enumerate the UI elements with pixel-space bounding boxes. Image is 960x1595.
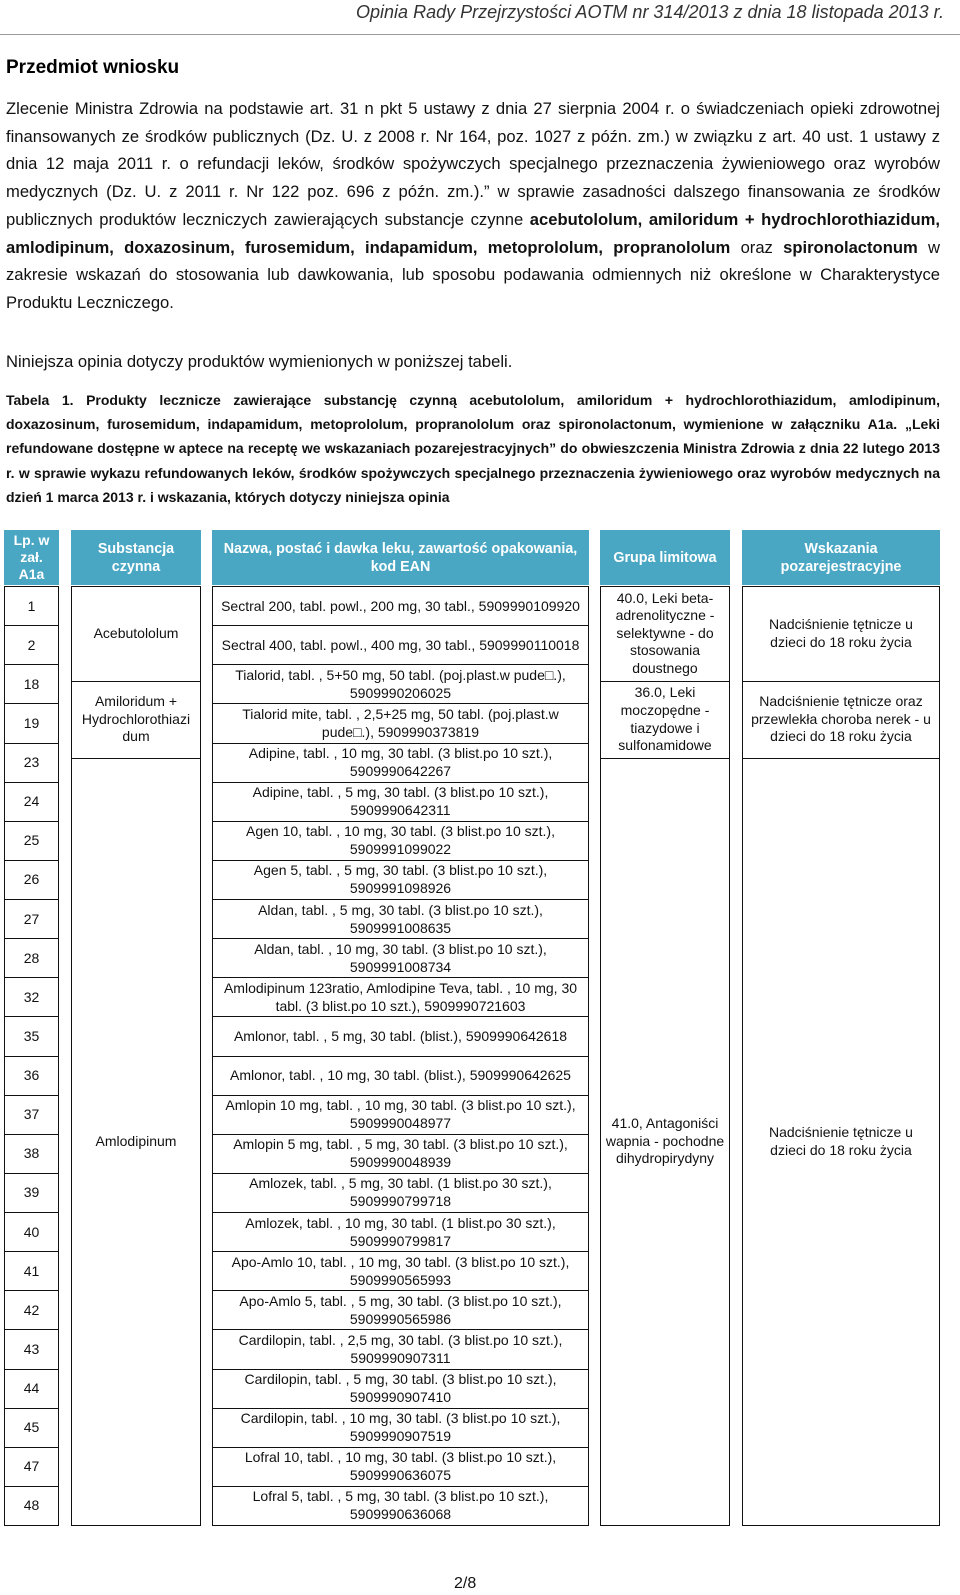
caption-label: Tabela 1.: [6, 392, 74, 408]
row-product: Lofral 5, tabl. , 5 mg, 30 tabl. (3 blist.po 10 szt.), 5909990636068: [252, 1488, 549, 1523]
lp-row-border: [4, 1408, 59, 1409]
column-left-border: [600, 586, 601, 1526]
product-row-border: [212, 1486, 589, 1487]
substance-amlodipine: Amlodipinum: [95, 1132, 177, 1149]
column-right-border: [729, 586, 730, 1526]
lp-row-border: [4, 1251, 59, 1252]
indication-amlodipine: Nadciśnienie tętnicze u dzieci do 18 roku życia: [769, 1123, 913, 1158]
column-left-border: [71, 586, 72, 1526]
product-row-border: [212, 899, 589, 900]
lp-row-border: [4, 1329, 59, 1330]
product-row-border: [212, 1408, 589, 1409]
row-product: Agen 5, tabl. , 5 mg, 30 tabl. (3 blist.po 10 szt.), 5909991098926: [253, 862, 548, 897]
product-row-border: [212, 821, 589, 822]
page-number: 2/8: [454, 1575, 477, 1592]
lp-bottom-border: [4, 1525, 59, 1526]
group-group-border: [600, 758, 730, 759]
row-product: Amlopin 5 mg, tabl. , 5 mg, 30 tabl. (3 blist.po 10 szt.), 5909990048939: [233, 1136, 568, 1171]
lp-row-border: [4, 1134, 59, 1135]
column-left-border: [4, 586, 5, 1526]
product-row-border: [212, 664, 589, 665]
row-product: Adipine, tabl. , 10 mg, 30 tabl. (3 blist.po 10 szt.), 5909990642267: [248, 745, 553, 780]
indication-acebutolol: Nadciśnienie tętnicze u dzieci do 18 roku życia: [769, 615, 913, 650]
product-row-border: [212, 1369, 589, 1370]
intro-substances-2: spironolactonum: [783, 237, 918, 257]
indication-bottom-border: [742, 1525, 940, 1526]
row-product: Adipine, tabl. , 5 mg, 30 tabl. (3 blist.po 10 szt.), 5909990642311: [252, 784, 549, 819]
row-product: Aldan, tabl. , 10 mg, 30 tabl. (3 blist.po 10 szt.), 5909991008734: [254, 940, 547, 975]
row-product: Amlozek, tabl. , 5 mg, 30 tabl. (1 blist.po 30 szt.), 5909990799718: [249, 1175, 552, 1210]
substance-group-border: [71, 586, 201, 587]
row-product: Apo-Amlo 5, tabl. , 5 mg, 30 tabl. (3 blist.po 10 szt.), 5909990565986: [239, 1292, 562, 1327]
lp-row-border: [4, 821, 59, 822]
product-row-border: [212, 860, 589, 861]
row-lp: 32: [23, 988, 40, 1005]
row-lp: 2: [27, 636, 36, 653]
row-lp: 38: [23, 1145, 40, 1162]
product-row-border: [212, 1173, 589, 1174]
header-rule: [0, 34, 960, 35]
row-lp: 24: [23, 793, 40, 810]
row-lp: 45: [23, 1419, 40, 1436]
group-calcium: 41.0, Antagoniści wapnia - pochodne dihydropirydyny: [605, 1115, 725, 1167]
row-product: Cardilopin, tabl. , 5 mg, 30 tabl. (3 blist.po 10 szt.), 5909990907410: [244, 1371, 557, 1406]
intro-substances-1: acebutololum, amiloridum + hydrochlorothiazidum, amlodipinum, doxazosinum, furosemidum, indapamidum, metoprololum, propranololum: [6, 209, 940, 257]
row-lp: 18: [23, 675, 40, 692]
product-row-border: [212, 1095, 589, 1096]
row-product: Tialorid mite, tabl. , 2,5+25 mg, 50 tabl. (poj.plast.w pude□.), 5909990373819: [242, 705, 559, 740]
row-lp: 19: [23, 714, 40, 731]
row-product: Amlonor, tabl. , 10 mg, 30 tabl. (blist.), 5909990642625: [230, 1067, 571, 1084]
product-row-border: [212, 1290, 589, 1291]
substance-amiloride: Amiloridum + Hydrochlorothiazi dum: [81, 693, 191, 745]
row-product: Aldan, tabl. , 5 mg, 30 tabl. (3 blist.po 10 szt.), 5909991008635: [258, 901, 543, 936]
intro-paragraph: [6, 95, 940, 317]
header-indication: Wskazania pozarejestracyjne: [742, 530, 940, 585]
row-lp: 47: [23, 1458, 40, 1475]
group-thiazide: 36.0, Leki moczopędne - tiazydowe i sulfonamidowe: [618, 684, 712, 754]
lp-row-border: [4, 977, 59, 978]
row-lp: 40: [23, 1223, 40, 1240]
row-product: Amlodipinum 123ratio, Amlodipine Teva, tabl. , 10 mg, 30 tabl. (3 blist.po 10 szt.), 5909990721603: [223, 979, 578, 1014]
header-group: Grupa limitowa: [600, 530, 730, 585]
lp-row-border: [4, 1486, 59, 1487]
row-product: Cardilopin, tabl. , 2,5 mg, 30 tabl. (3 blist.po 10 szt.), 5909990907311: [238, 1331, 563, 1366]
column-right-border: [588, 586, 589, 1526]
row-lp: 27: [23, 910, 40, 927]
intro-text-end: w zakresie wskazań do stosowania lub dawkowania, lub sposobu podawania odmiennych niż określone w Charakterystyce Produktu Leczniczego.: [6, 237, 940, 312]
row-lp: 23: [23, 754, 40, 771]
lp-row-border: [4, 664, 59, 665]
row-product: Sectral 400, tabl. powl., 400 mg, 30 tabl., 5909990110018: [221, 636, 580, 653]
row-product: Apo-Amlo 10, tabl. , 10 mg, 30 tabl. (3 blist.po 10 szt.), 5909990565993: [231, 1253, 570, 1288]
intro-text: Zlecenie Ministra Zdrowia na podstawie art. 31 n pkt 5 ustawy z dnia 27 sierpnia 2004 r. o świadczeniach opieki zdrowotnej finansowanych ze środków publicznych (Dz. U. z 2008 r. Nr 164, poz. 1027 z późn. zm.) w związku z art. 40 ust. 1 ustawy z dnia 12 maja 2011 r. o refundacji leków, środków spożywczych specjalnego przeznaczenia żywieniowego oraz wyrobów medycznych (Dz. U. z 2011 r. Nr 122 poz. 696 z późn. zm.).” w sprawie zasadności dalszego finansowania ze środków publicznych produktów leczniczych zawierających substancje czynne: [6, 99, 940, 229]
lp-row-border: [4, 1173, 59, 1174]
intro-conj: oraz: [740, 237, 773, 257]
indication-group-border: [742, 586, 940, 587]
header-substance: Substancja czynna: [71, 530, 201, 585]
indication-amiloride: Nadciśnienie tętnicze oraz przewlekła choroba nerek - u dzieci do 18 roku życia: [751, 693, 931, 745]
scope-note: Niniejsza opinia dotyczy produktów wymienionych w poniższej tabeli.: [6, 352, 513, 371]
lp-row-border: [4, 743, 59, 744]
product-row-border: [212, 1212, 589, 1213]
column-right-border: [58, 586, 59, 1526]
row-lp: 41: [23, 1262, 40, 1279]
row-product: Sectral 200, tabl. powl., 200 mg, 30 tabl., 5909990109920: [221, 597, 580, 614]
substance-acebutolol: Acebutololum: [93, 624, 179, 641]
lp-row-border: [4, 1212, 59, 1213]
column-left-border: [212, 586, 213, 1526]
row-product: Agen 10, tabl. , 10 mg, 30 tabl. (3 blist.po 10 szt.), 5909991099022: [246, 823, 555, 858]
lp-row-border: [4, 1056, 59, 1057]
row-lp: 36: [23, 1067, 40, 1084]
row-product: Amlopin 10 mg, tabl. , 10 mg, 30 tabl. (3 blist.po 10 szt.), 5909990048977: [225, 1097, 576, 1132]
group-beta: 40.0, Leki beta-adrenolityczne - selektywne - do stosowania doustnego: [615, 589, 715, 676]
lp-row-border: [4, 1095, 59, 1096]
row-lp: 39: [23, 1184, 40, 1201]
products-table: [4, 530, 940, 1556]
product-row-border: [212, 586, 589, 587]
product-bottom-border: [212, 1525, 589, 1526]
row-lp: 25: [23, 832, 40, 849]
product-row-border: [212, 977, 589, 978]
group-group-border: [600, 586, 730, 587]
product-row-border: [212, 782, 589, 783]
row-product: Lofral 10, tabl. , 10 mg, 30 tabl. (3 blist.po 10 szt.), 5909990636075: [244, 1449, 557, 1484]
product-row-border: [212, 703, 589, 704]
lp-row-border: [4, 586, 59, 587]
lp-row-border: [4, 625, 59, 626]
row-lp: 28: [23, 949, 40, 966]
row-lp: 43: [23, 1340, 40, 1357]
lp-row-border: [4, 782, 59, 783]
lp-row-border: [4, 938, 59, 939]
row-product: Cardilopin, tabl. , 10 mg, 30 tabl. (3 blist.po 10 szt.), 5909990907519: [240, 1410, 561, 1445]
row-product: Amlozek, tabl. , 10 mg, 30 tabl. (1 blist.po 30 szt.), 5909990799817: [245, 1214, 556, 1249]
row-lp: 48: [23, 1497, 40, 1514]
substance-group-border: [71, 681, 201, 682]
product-row-border: [212, 938, 589, 939]
section-title: Przedmiot wniosku: [6, 57, 180, 78]
row-lp: 1: [27, 597, 36, 614]
indication-group-border: [742, 758, 940, 759]
row-lp: 44: [23, 1380, 40, 1397]
lp-row-border: [4, 1447, 59, 1448]
column-left-border: [742, 586, 743, 1526]
group-bottom-border: [600, 1525, 730, 1526]
row-lp: 26: [23, 871, 40, 888]
lp-row-border: [4, 1016, 59, 1017]
header-lp: Lp. w zał. A1a: [4, 530, 59, 585]
row-product: Tialorid, tabl. , 5+50 mg, 50 tabl. (poj.plast.w pude□.), 5909990206025: [235, 666, 566, 701]
product-row-border: [212, 1016, 589, 1017]
caption-text: Produkty lecznicze zawierające substancję czynną acebutololum, amiloridum + hydrochlorothiazidum, amlodipinum, doxazosinum, furosemidum, indapamidum, metoprololum, propranololum oraz spironolactonum, wymienione w załączniku A1a. „Leki refundowane dostępne w aptece na receptę we wskazaniach pozarejestracyjnych” do obwieszczenia Ministra Zdrowia z dnia 22 lutego 2013 r. w sprawie wykazu refundowanych leków, środków spożywczych specjalnego przeznaczenia żywieniowego oraz wyrobów medycznych na dzień 1 marca 2013 r. i wskazania, których dotyczy niniejsza opinia: [6, 392, 940, 505]
lp-row-border: [4, 1290, 59, 1291]
product-row-border: [212, 1447, 589, 1448]
substance-group-border: [71, 758, 201, 759]
lp-row-border: [4, 703, 59, 704]
row-product: Amlonor, tabl. , 5 mg, 30 tabl. (blist.), 5909990642618: [233, 1027, 568, 1044]
product-row-border: [212, 1329, 589, 1330]
lp-row-border: [4, 1369, 59, 1370]
product-row-border: [212, 1251, 589, 1252]
row-lp: 37: [23, 1106, 40, 1123]
column-right-border: [200, 586, 201, 1526]
header-product: Nazwa, postać i dawka leku, zawartość opakowania, kod EAN: [212, 530, 589, 585]
product-row-border: [212, 743, 589, 744]
product-row-border: [212, 1056, 589, 1057]
running-header: Opinia Rady Przejrzystości AOTM nr 314/2013 z dnia 18 listopada 2013 r.: [356, 2, 944, 22]
substance-bottom-border: [71, 1525, 201, 1526]
indication-group-border: [742, 681, 940, 682]
row-lp: 35: [23, 1027, 40, 1044]
lp-row-border: [4, 860, 59, 861]
product-row-border: [212, 1134, 589, 1135]
table-caption: [6, 388, 940, 509]
row-lp: 42: [23, 1301, 40, 1318]
product-row-border: [212, 625, 589, 626]
group-group-border: [600, 681, 730, 682]
column-right-border: [939, 586, 940, 1526]
lp-row-border: [4, 899, 59, 900]
